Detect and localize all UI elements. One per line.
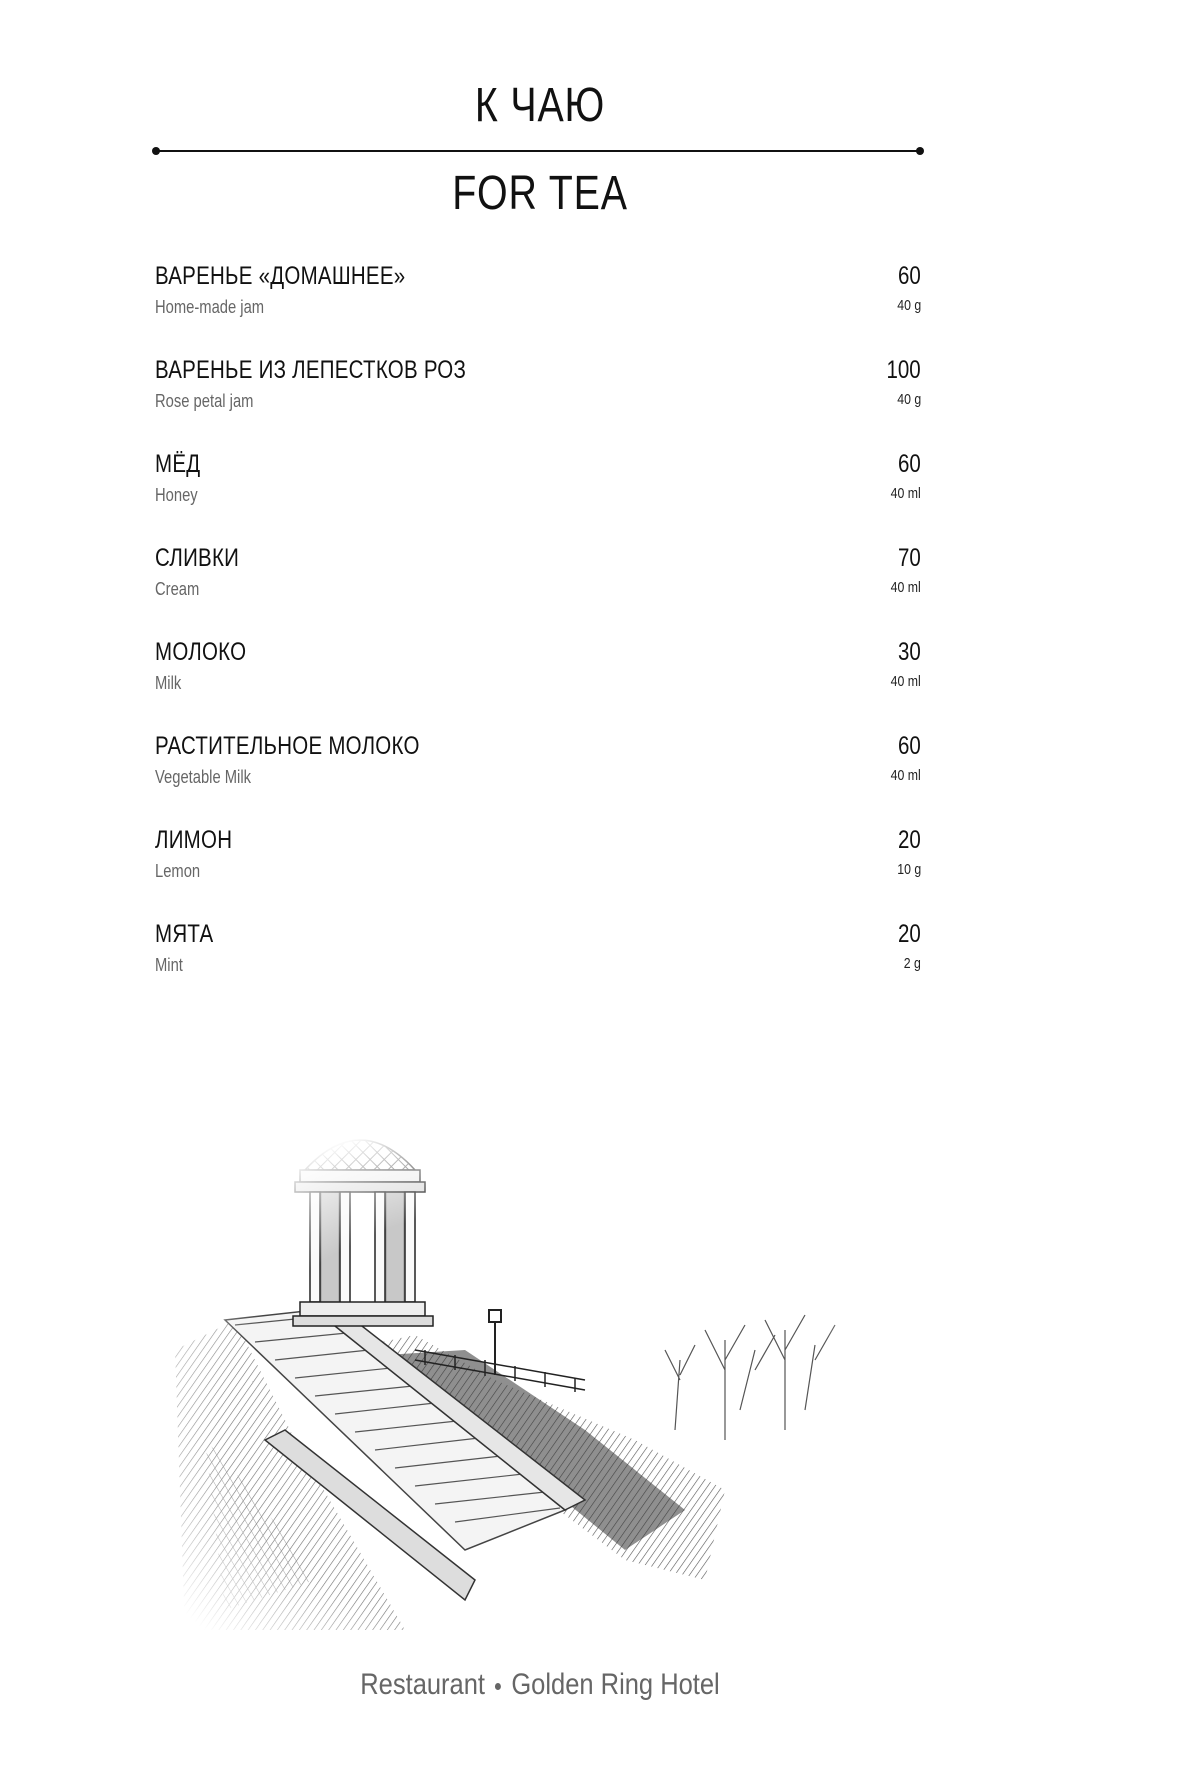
page-title-en: FOR TEA [452,167,628,220]
menu-item [155,262,921,356]
divider-dot-left [152,147,160,155]
item-price: 20 [898,826,921,854]
menu-item [155,920,921,1014]
divider-dot-right [916,147,924,155]
item-portion: 2 g [903,955,921,972]
menu-item [155,544,921,638]
item-price: 60 [898,732,921,760]
item-price: 70 [898,544,921,572]
item-name: СЛИВКИ [155,544,240,572]
item-name: ВАРЕНЬЕ ИЗ ЛЕПЕСТКОВ РОЗ [155,356,467,384]
menu-item [155,732,921,826]
item-name: МЁД [155,450,201,478]
item-translation: Lemon [155,861,201,881]
menu-item [155,638,921,732]
item-price: 60 [898,262,921,290]
item-portion: 10 g [897,861,921,878]
menu-item [155,826,921,920]
item-price: 100 [886,356,921,384]
footer [81,1668,999,1702]
item-name: МЯТА [155,920,214,948]
item-name: ЛИМОН [155,826,233,854]
footer-separator-dot [495,1683,501,1690]
item-portion: 40 g [897,297,921,314]
item-price: 20 [898,920,921,948]
footer-restaurant: Restaurant [360,1668,486,1701]
page-title-ru: К ЧАЮ [474,79,606,132]
menu-item [155,450,921,544]
item-translation: Cream [155,579,200,599]
item-translation: Honey [155,485,198,505]
rotunda-sketch-illustration [165,1110,905,1630]
item-translation: Milk [155,673,182,693]
item-translation: Mint [155,955,183,975]
menu-list [155,262,921,1014]
item-portion: 40 g [897,391,921,408]
item-portion: 40 ml [890,485,921,502]
item-name: РАСТИТЕЛЬНОЕ МОЛОКО [155,732,420,760]
item-price: 60 [898,450,921,478]
item-portion: 40 ml [890,579,921,596]
item-name: МОЛОКО [155,638,247,666]
title-divider [155,150,921,152]
footer-hotel: Golden Ring Hotel [511,1668,720,1701]
menu-item [155,356,921,450]
item-portion: 40 ml [890,673,921,690]
item-translation: Home-made jam [155,297,265,317]
item-price: 30 [898,638,921,666]
item-portion: 40 ml [890,767,921,784]
item-name: ВАРЕНЬЕ «ДОМАШНЕЕ» [155,262,406,290]
item-translation: Vegetable Milk [155,767,252,787]
item-translation: Rose petal jam [155,391,254,411]
